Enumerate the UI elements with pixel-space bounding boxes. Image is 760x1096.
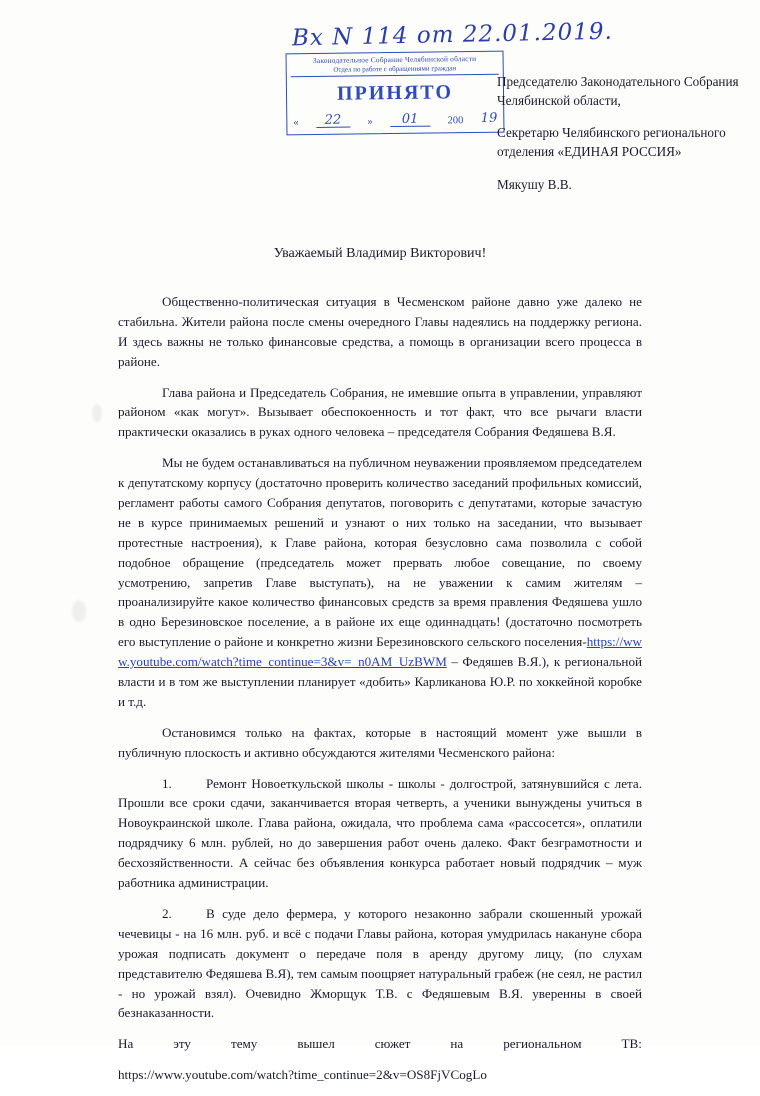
numbered-item-2-text: В суде дело фермера, у которого незаконно забрали скошенный урожай чечевицы - на 16 млн. руб. и всё с подачи Главы района, которая умудрилась накануне сбора урожая подписать документ о передаче поля в аренду другому лицу, (по слухам представителю Федяшева В.Я), тем самым поощряет натуральный грабеж (не сеял, не растил - но урожай взял). Очевидно Жморщук Т.В. с Федяшевым В.Я. уверенны в своей безнаказанности. bbox=[118, 905, 642, 1021]
final-word-7: региональном bbox=[503, 1036, 582, 1052]
stamp-year-prefix: 200 bbox=[447, 115, 464, 127]
final-word-5: сюжет bbox=[374, 1036, 411, 1052]
document-body bbox=[118, 292, 642, 1096]
stamp-month: 01 bbox=[390, 113, 430, 127]
numbered-item-1 bbox=[118, 774, 642, 893]
final-word-3: тему bbox=[230, 1036, 258, 1052]
final-word-4: вышел bbox=[297, 1036, 335, 1052]
stamp-quote-close: » bbox=[367, 116, 373, 128]
stamp-day: 22 bbox=[316, 114, 350, 128]
youtube-link-2[interactable]: https://www.youtube.com/watch?time_continue=2&v=OS8FjVCogLo bbox=[118, 1067, 487, 1083]
salutation: Уважаемый Владимир Викторович! bbox=[273, 246, 487, 261]
paragraph-3-after: – Федяшев В.Я.), к региональной власти и в том же выступлении планирует «добить» Карликанова Ю.Р. по хоккейной коробке и т.д. bbox=[118, 654, 642, 709]
final-word-8: ТВ: bbox=[621, 1036, 642, 1052]
paragraph-3-before: Мы не будем останавливаться на публичном неуважении проявляемом председателем к депутатскому корпусу (достаточно проверить количество заседаний профильных комиссий, регламент работы самого Собрания депутатов, поговорить с депутатами, которые зачастую не в курсе принимаемых решений и узнают о них только на заседании, что вызывает протестные настроения), к Главе района, которая безусловно сама позволила с собой подобное обращение (председатель может прервать любое совещание, по своему усмотрению, запретив Главе выступать), на не уважении к самим жителям – проанализируйте какое количество финансовых средств за время правления Федяшева ушло в одно Березиновское поселение, а в районе их еще одиннадцать! (достаточно посмотреть его выступление о районе и конкретно жизни Березиновского сельского поселения- bbox=[118, 455, 642, 650]
stamp-quote-open: « bbox=[293, 117, 299, 129]
stamp-year-suffix: 19 bbox=[480, 110, 498, 126]
final-word-2: эту bbox=[173, 1036, 191, 1052]
handwritten-registration: Вх N 114 от 22.01.2019. bbox=[291, 18, 614, 52]
addressee-line-1: Председателю Законодательного Собрания Челябинской области, bbox=[497, 74, 739, 109]
addressee-line-3: Мякушу В.В. bbox=[497, 176, 572, 192]
youtube-link-1[interactable]: https://www.youtube.com/watch?time_continue=3&v=_n0AM_UzBWM bbox=[118, 634, 642, 670]
final-link-line bbox=[118, 1065, 642, 1085]
numbered-item-1-marker: 1. bbox=[162, 775, 172, 791]
numbered-item-2-marker: 2. bbox=[162, 905, 172, 921]
numbered-item-2 bbox=[118, 904, 642, 1023]
final-line-words bbox=[118, 1034, 642, 1054]
numbered-item-1-text: Ремонт Новоеткульской школы - школы - долгострой, затянувшийся с лета. Прошли все сроки сдачи, заканчивается вторая четверть, а ученики вынуждены учиться в Новоукраинской школе. Глава района, ожидала, что проблема сама «рассосется», оплатили подрядчику 6 млн. рублей, но до завершения работ очень далеко. Факт безграмотности и бесхозяйственности. А сейчас без объявления конкурса работает новый подрядчик – муж работника администрации. bbox=[118, 775, 642, 891]
paragraph-facts: Остановимся только на фактах, которые в настоящий момент уже вышли в публичную плоскость и активно обсуждаются жителями Чесменского района: bbox=[118, 724, 642, 760]
stamp-main-text: ПРИНЯТО bbox=[336, 80, 454, 105]
stamp-org-line2: Отдел по работе с обращениями граждан bbox=[291, 63, 499, 77]
paragraph-3 bbox=[118, 453, 642, 712]
paragraph-2: Глава района и Председатель Собрания, не имевшие опыта в управлении, управляют районом «как могут». Вызывает обеспокоенность и тот факт, что все рычаги власти практически оказались в руках одного человека – председателя Собрания Федяшева В.Я. bbox=[118, 384, 642, 440]
final-word-6: на bbox=[450, 1036, 464, 1052]
scan-artifact bbox=[92, 404, 102, 422]
received-stamp bbox=[286, 51, 505, 136]
addressee-block bbox=[497, 72, 747, 207]
stamp-org-line1: Законодательное Собрание Челябинской области bbox=[312, 54, 477, 66]
scan-artifact bbox=[72, 600, 86, 622]
paragraph-1: Общественно-политическая ситуация в Чесменском районе давно уже далеко не стабильна. Жители района после смены очередного Главы надеялись на поддержку региона. И здесь важны не только финансовые средства, а помощь в организации всего процесса в районе. bbox=[118, 294, 642, 369]
final-word-1: На bbox=[118, 1036, 134, 1052]
addressee-line-2: Секретарю Челябинского регионального отделения «ЕДИНАЯ РОССИЯ» bbox=[497, 125, 726, 160]
stamp-date-row bbox=[293, 111, 497, 128]
